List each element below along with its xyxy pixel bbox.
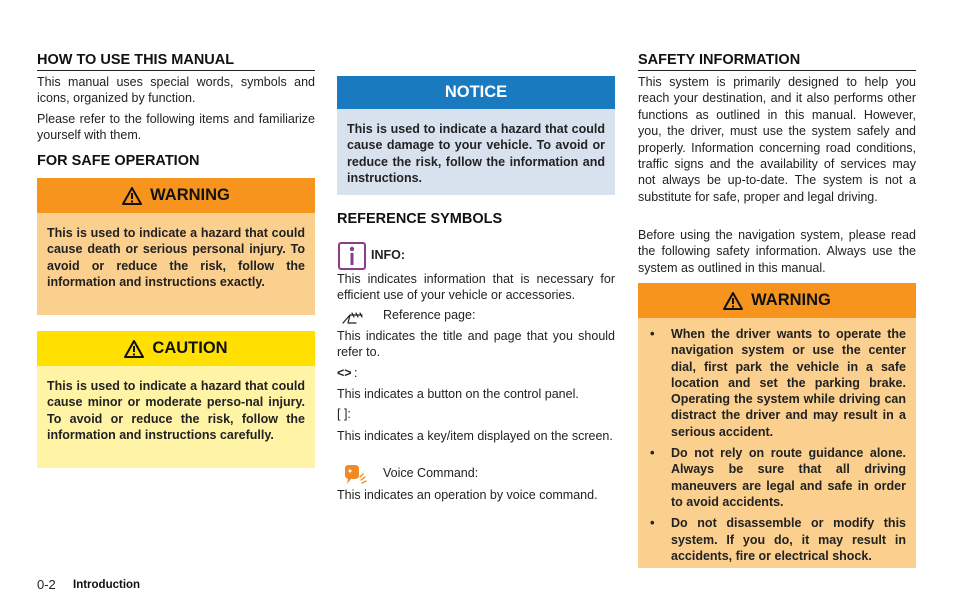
reference-page-text: This indicates the title and page that you should refer to. [337, 329, 615, 360]
warning-title: WARNING [150, 186, 230, 204]
button-symbol: <> [337, 366, 352, 380]
safety-warning-title: WARNING [751, 291, 831, 309]
safety-warning-body [638, 318, 916, 568]
safety-warning-item: • When the driver wants to operate the navigation system or use the center dial, first park the vehicle in a safe location and set the parking brake. Operating the system while driving can distract the driver and may result in a serious accident. [648, 326, 906, 440]
warning-box [37, 178, 315, 315]
warning-body: This is used to indicate a hazard that could cause death or serious personal injury. To avoid or reduce the risk, follow the information and instructions exactly. [37, 213, 315, 315]
key-text: This indicates a key/item displayed on the screen. [337, 429, 613, 443]
info-text: This indicates information that is necessary for efficient use of your vehicle or accessories. [337, 272, 615, 303]
heading-reference-symbols: REFERENCE SYMBOLS [337, 211, 503, 227]
info-label: INFO: [371, 248, 406, 262]
notice-box [337, 76, 615, 195]
safety-warning-header [638, 283, 916, 318]
button-text: This indicates a button on the control panel. [337, 387, 579, 401]
safety-warning-box [638, 283, 916, 568]
warning-header [37, 178, 315, 213]
button-symbol-colon: : [354, 366, 358, 380]
voice-command-icon [341, 465, 367, 485]
notice-body: This is used to indicate a hazard that could cause damage to your vehicle. To avoid or reduce the risk, follow the information and instructions. [337, 109, 615, 195]
caution-triangle-icon [124, 340, 144, 358]
caution-body: This is used to indicate a hazard that could cause minor or moderate perso-nal injury. To avoid or reduce the risk, follow the information and instructions carefully. [37, 366, 315, 468]
caution-title: CAUTION [152, 339, 228, 357]
caution-box [37, 331, 315, 468]
info-icon [338, 242, 366, 270]
notice-title: NOTICE [444, 83, 508, 101]
reference-page-label: Reference page: [383, 308, 476, 322]
notice-header [337, 76, 615, 109]
safety-warning-item: • Do not rely on route guidance alone. Always be sure that all driving maneuvers are legal and safe in order to avoid accidents. [648, 445, 906, 510]
page-number: 0-2 [37, 577, 56, 592]
voice-command-label: Voice Command: [383, 466, 479, 480]
safety-warning-list [648, 326, 906, 564]
caution-header [37, 331, 315, 366]
safety-paragraph-2: Before using the navigation system, please read the following safety information. Always use the system as outlined in this manual. [638, 228, 916, 275]
voice-command-text: This indicates an operation by voice command. [337, 488, 598, 502]
heading-safety-information: SAFETY INFORMATION [638, 52, 916, 71]
warning-triangle-icon [122, 187, 142, 205]
heading-how-to-use: HOW TO USE THIS MANUAL [37, 52, 315, 71]
section-name: Introduction [73, 579, 141, 591]
safety-warning-triangle-icon [723, 292, 743, 310]
safety-warning-item: • Do not disassemble or modify this system. If you do, it may result in accidents, fire or electrical shock. [648, 515, 906, 564]
safety-paragraph-1: This system is primarily designed to help you reach your destination, and it also performs other functions as outlined in this manual. However, you, the driver, must use the system safely and properly. Information concerning road conditions, traffic signs and the availability of services may not always be up-to-date. The system is not a substitute for safe, proper and legal driving. [638, 75, 916, 204]
intro-paragraph-2: Please refer to the following items and familiarize yourself with them. [37, 112, 315, 143]
key-symbol: [ ]: [337, 407, 351, 421]
heading-safe-operation: FOR SAFE OPERATION [37, 153, 200, 169]
intro-paragraph-1: This manual uses special words, symbols and icons, organized by function. [37, 75, 315, 106]
reference-page-icon [342, 311, 366, 327]
